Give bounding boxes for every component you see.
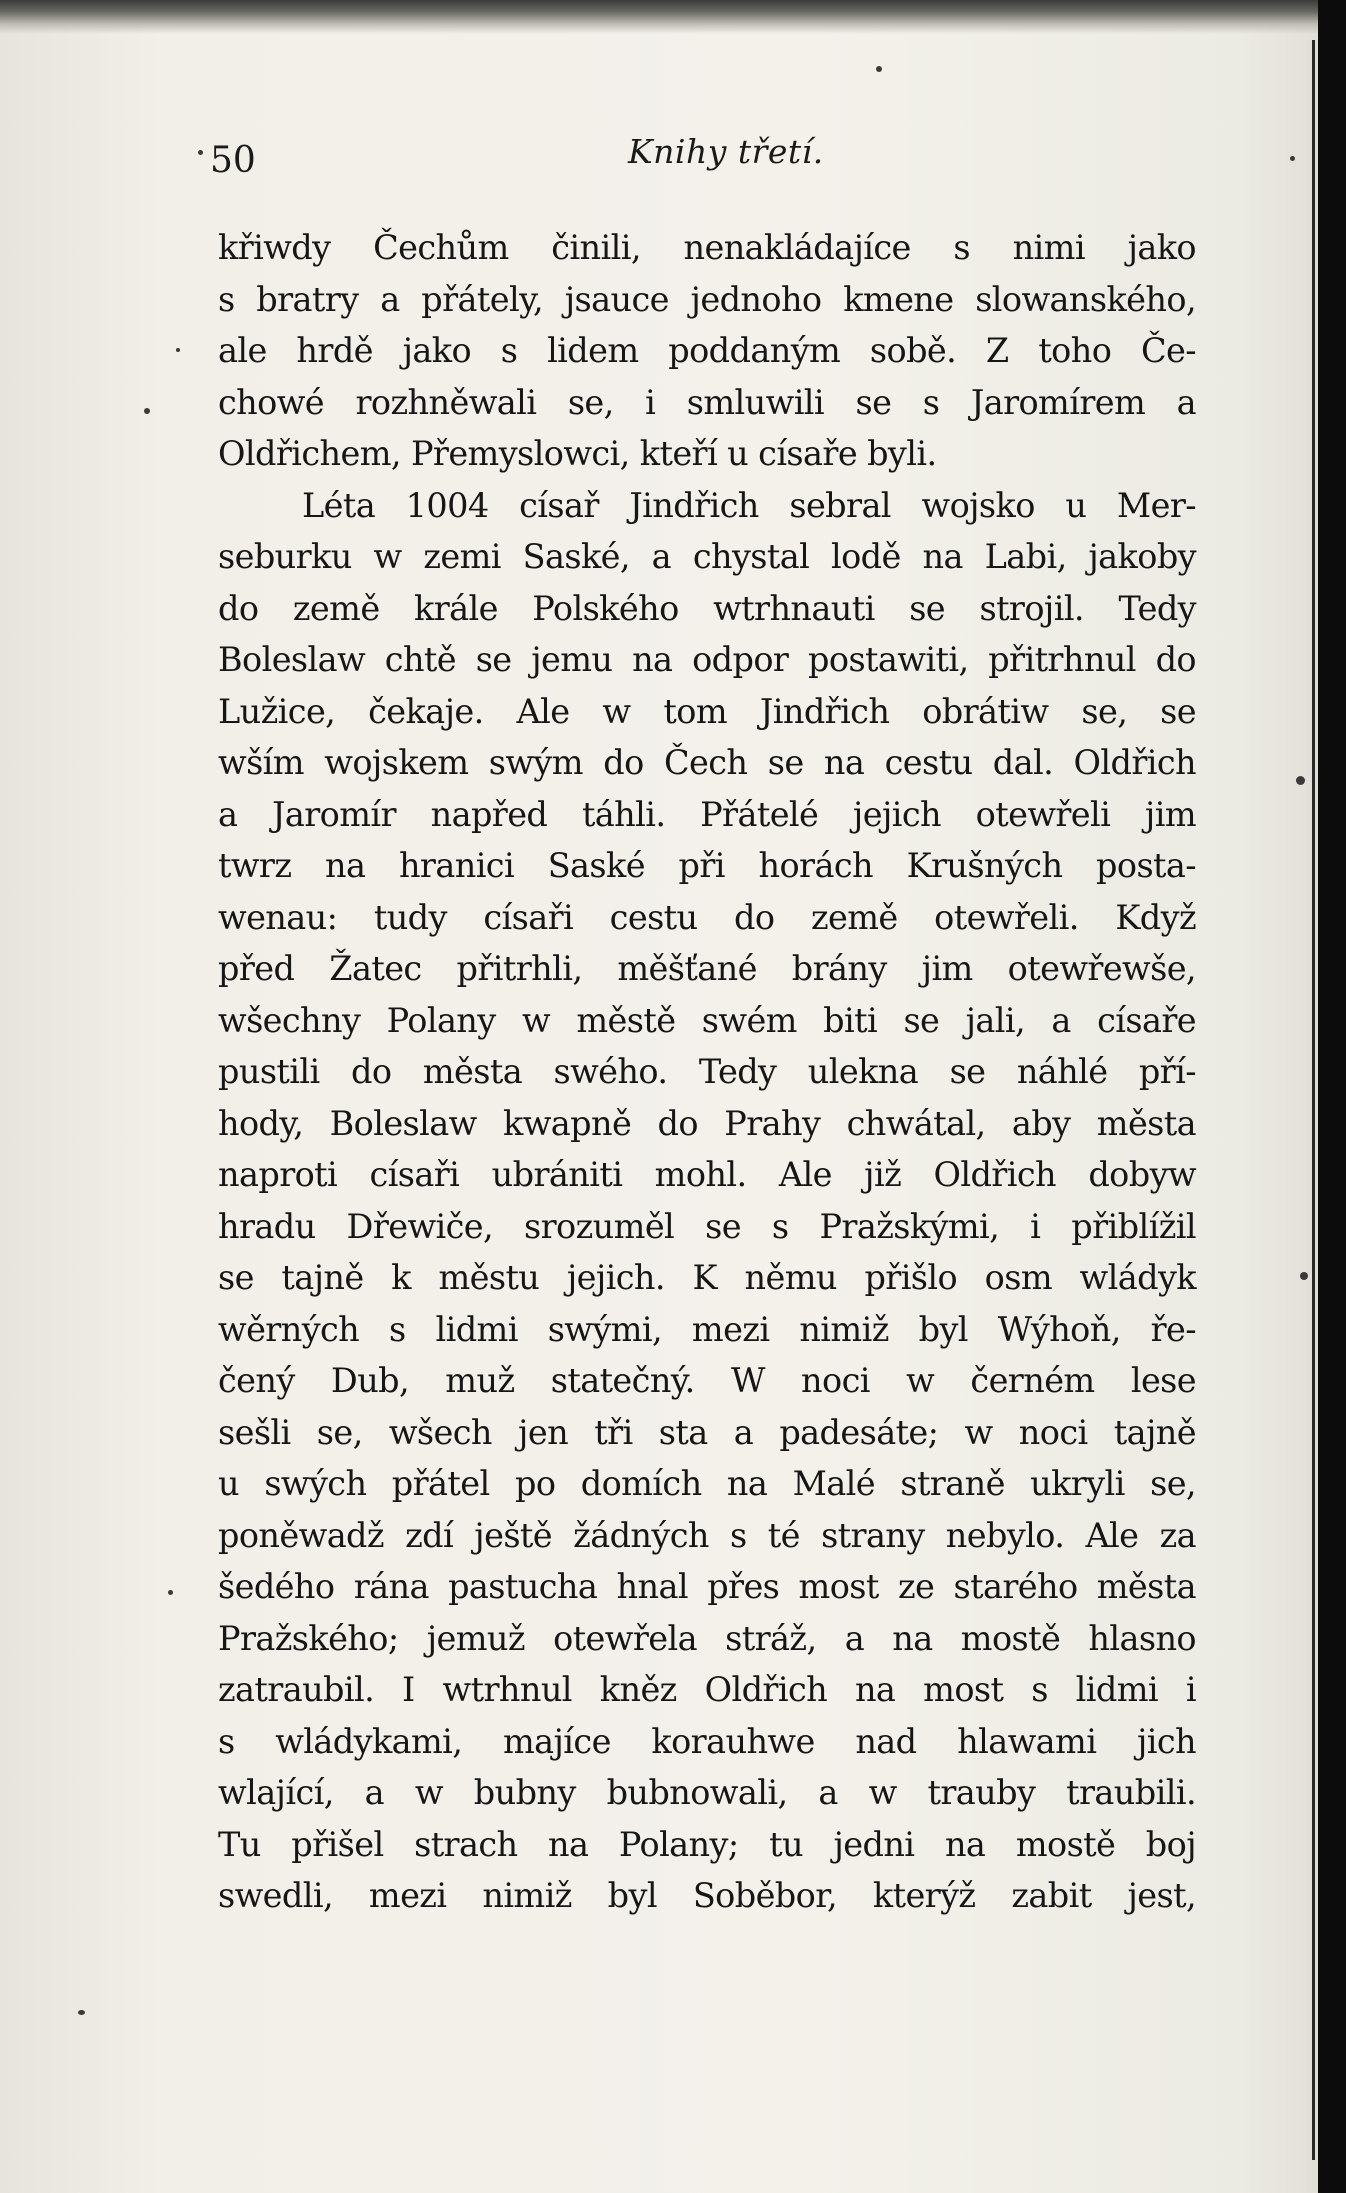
- scan-speck: [176, 348, 180, 352]
- page-header: [210, 132, 910, 192]
- text-line: do země krále Polského wtrhnauti se strojil. Tedy: [218, 588, 1196, 628]
- text-line: Pražského; jemuž otewřela stráž, a na mostě hlasno: [218, 1618, 1196, 1658]
- text-line: hody, Boleslaw kwapně do Prahy chwátal, aby města: [218, 1103, 1196, 1143]
- text-line: pustili do města swého. Tedy ulekna se náhlé pří-: [218, 1052, 1196, 1091]
- text-line: swedli, mezi nimiž byl Soběbor, kterýž zabit jest,: [218, 1876, 1196, 1915]
- text-line: sešli se, wšech jen tři sta a padesáte; w noci tajně: [218, 1412, 1196, 1452]
- body-text: [218, 222, 1196, 1922]
- running-title: Knihy třetí.: [628, 132, 824, 171]
- text-line: Oldřichem, Přemyslowci, kteří u císaře byli.: [218, 434, 937, 473]
- text-line: chowé rozhněwali se, i smluwili se s Jaromírem a: [218, 382, 1196, 422]
- text-line: Lužice, čekaje. Ale w tom Jindřich obrátiw se, se: [218, 691, 1196, 731]
- text-line: wlající, a w bubny bubnowali, a w trauby traubili.: [218, 1773, 1196, 1812]
- text-line: a Jaromír napřed táhli. Přátelé jejich otewřeli jim: [218, 794, 1196, 834]
- text-line: wšechny Polany w městě swém biti se jali, a císaře: [218, 1000, 1196, 1040]
- scan-speck: [1296, 776, 1305, 785]
- page-number: 50: [210, 140, 256, 181]
- scan-speck: [168, 1590, 173, 1595]
- text-line: naproti císaři ubrániti mohl. Ale již Oldřich dobyw: [218, 1155, 1196, 1194]
- scan-speck: [1300, 1272, 1308, 1280]
- text-line: wenau: tudy císaři cestu do země otewřeli. Když: [218, 897, 1196, 937]
- text-line: poněwadž zdí ještě žádných s té strany nebylo. Ale za: [218, 1515, 1196, 1555]
- text-line: Tu přišel strach na Polany; tu jedni na mostě boj: [218, 1824, 1196, 1864]
- text-line: hradu Dřewiče, srozuměl se s Pražskými, i přiblížil: [218, 1206, 1196, 1246]
- scan-speck: [144, 408, 150, 414]
- text-line: twrz na hranici Saské při horách Krušných posta-: [218, 846, 1196, 885]
- scan-top-edge: [0, 0, 1346, 34]
- scan-right-edge: [1318, 0, 1346, 2193]
- scan-speck: [198, 150, 203, 155]
- text-line: křiwdy Čechům činili, nenakládajíce s nimi jako: [218, 228, 1196, 267]
- text-line: Léta 1004 císař Jindřich sebral wojsko u Mer-: [302, 485, 1196, 525]
- text-line: ale hrdě jako s lidem poddaným sobě. Z toho Če-: [218, 331, 1196, 370]
- text-line: Boleslaw chtě se jemu na odpor postawiti, přitrhnul do: [218, 640, 1196, 679]
- text-line: před Žatec přitrhli, měšťané brány jim otewřewše,: [218, 949, 1196, 988]
- text-line: seburku w zemi Saské, a chystal lodě na Labi, jakoby: [218, 537, 1196, 576]
- text-line: s bratry a přátely, jsauce jednoho kmene slowanského,: [218, 279, 1196, 319]
- page-edge-line: [1312, 40, 1315, 2160]
- text-line: wěrných s lidmi swými, mezi nimiž byl Wýhoň, ře-: [218, 1309, 1196, 1349]
- text-line: zatraubil. I wtrhnul kněz Oldřich na most s lidmi i: [218, 1670, 1196, 1709]
- text-line: u swých přátel po domích na Malé straně ukryli se,: [218, 1464, 1196, 1503]
- text-line: čený Dub, muž statečný. W noci w černém lese: [218, 1361, 1196, 1400]
- text-line: se tajně k městu jejich. K němu přišlo osm wládyk: [218, 1258, 1196, 1297]
- text-line: šedého rána pastucha hnal přes most ze starého města: [218, 1567, 1196, 1606]
- scan-speck: [78, 2010, 85, 2015]
- scan-speck: [876, 66, 882, 72]
- scan-speck: [1290, 156, 1295, 161]
- text-line: s wládykami, majíce korauhwe nad hlawami jich: [218, 1721, 1196, 1761]
- text-line: wším wojskem swým do Čech se na cestu dal. Oldřich: [218, 743, 1196, 782]
